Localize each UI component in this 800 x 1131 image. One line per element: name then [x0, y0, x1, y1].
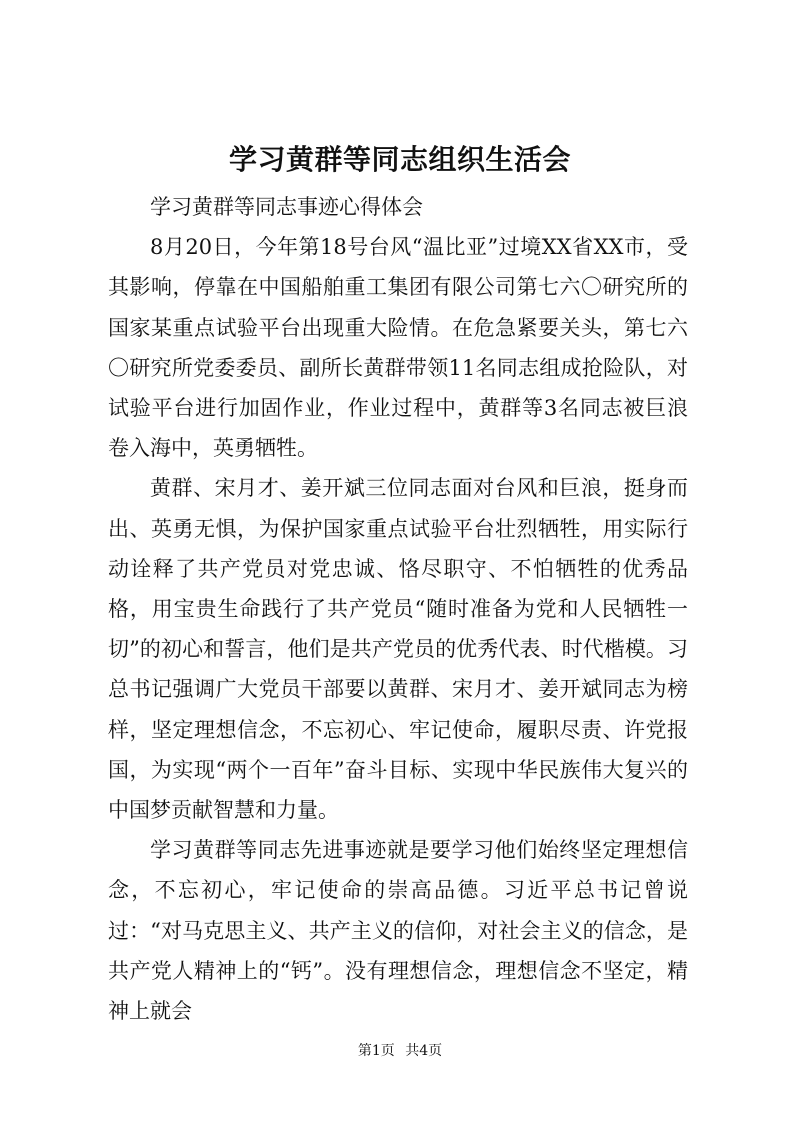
page-number: 第1页 [357, 1043, 395, 1059]
page-total: 共4页 [405, 1043, 443, 1059]
body-paragraph-2: 黄群、宋月才、姜开斌三位同志面对台风和巨浪，挺身而出、英勇无惧，为保护国家重点试验平台壮烈牺牲，用实际行动诠释了共产党员对党忠诚、恪尽职守、不怕牺牲的优秀品格，用宝贵生命践行了共产党员“随时准备为党和人民牺牲一切”的初心和誓言，他们是共产党员的优秀代表、时代楷模。习总书记强调广大党员干部要以黄群、宋月才、姜开斌同志为榜样，坚定理想信念，不忘初心、牢记使命，履职尽责、许党报国，为实现“两个一百年”奋斗目标、实现中华民族伟大复兴的中国梦贡献智慧和力量。 [108, 476, 688, 823]
body-paragraph-1: 8月20日，今年第18号台风“温比亚”过境XX省XX市，受其影响，停靠在中国船舶重工集团有限公司第七六〇研究所的国家某重点试验平台出现重大险情。在危急紧要关头，第七六〇研究所党委委员、副所长黄群带领11名同志组成抢险队，对试验平台进行加固作业，作业过程中，黄群等3名同志被巨浪卷入海中，英勇牺牲。 [108, 235, 688, 461]
page-footer [0, 1041, 800, 1061]
body-paragraph-3: 学习黄群等同志先进事迹就是要学习他们始终坚定理想信念，不忘初心，牢记使命的崇高品德。习近平总书记曾说过：“对马克思主义、共产主义的信仰，对社会主义的信念，是共产党人精神上的“钙”。没有理想信念，理想信念不坚定，精神上就会 [108, 838, 688, 1024]
document-title: 学习黄群等同志组织生活会 [228, 143, 571, 176]
subtitle-paragraph: 学习黄群等同志事迹心得体会 [150, 195, 423, 219]
document-body [108, 187, 688, 1031]
